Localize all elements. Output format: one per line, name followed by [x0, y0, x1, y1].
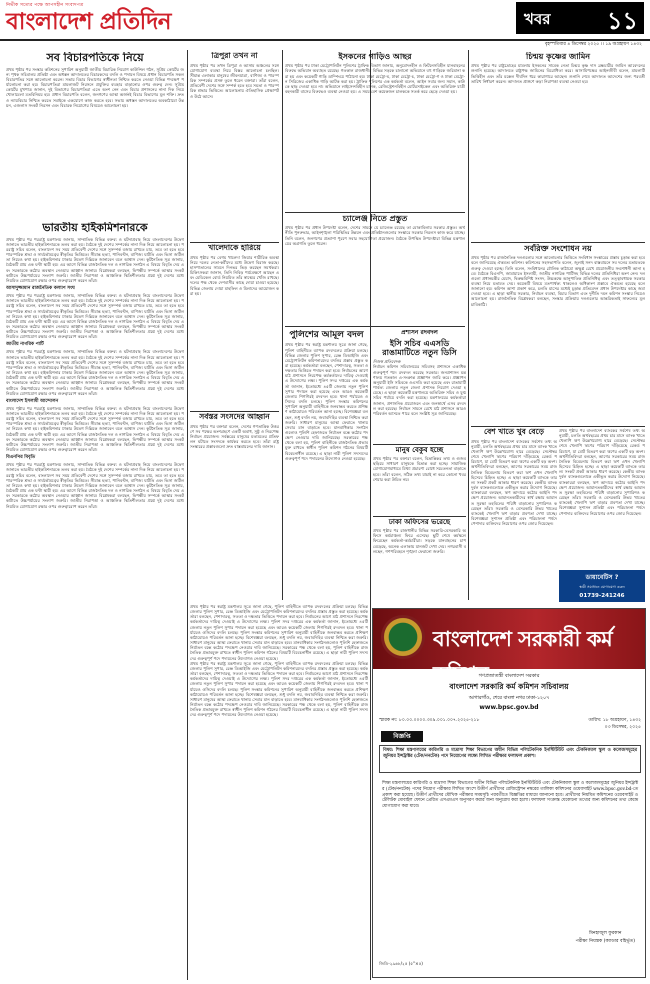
headline: চিন্ময় কৃষ্ণের জামিন [525, 52, 591, 61]
article-people [373, 446, 466, 514]
logo-tagline: নির্ভীক সত্যের পক্ষে আপসহীন সংবাদপত্র [6, 3, 84, 8]
article-divider [373, 444, 466, 445]
notice-label: বিজ্ঞপ্তি [381, 731, 423, 742]
article-body: প্রথম পৃষ্ঠার পর বাংলাদেশ ব্যাংকের সর্বশেষ তথ্য অনুযায়ী, চলতি অর্থবছরের প্রথম চার মাসে ব্যাংক খাতে খেলাপি ঋণ উল্লেখযোগ্য হারে বেড়েছে। সেপ্টেম্বর শেষে খেলাপি ঋণের পরিমাণ দাঁড়িয়েছে রেকর্ড পরিমাণে, যা মোট বিতরণ করা ঋণের একটি বড় অংশ। অর্থনীতিবিদরা বলছেন, আগের সরকারের সময় রাজনৈতিক বিবেচনায় বিতরণ করা ঋণ এখন খেলাপি হিসেবে চিহ্নিত হচ্ছে। এ ছাড়া কয়েকটি ব্যাংকে তারল্য সংকট প্রকট আকার ধারণ করেছে। কেন্দ্রীয় ব্যাংক দুর্বল ব্যাংকগুলোকে একীভূত করার উদ্যোগ নিয়েছে। ব্যাংকাররা বলছেন, ঋণ আদায়ে কঠোর আইনি পদক্ষেপ প্রয়োজন। আমানতকারীদের স্বার্থ রক্ষায় আমানত সুরক্ষা তহবিলের পরিধি বাড়ানোর সুপারিশও করেছেন তাঁরা। সরকারি ও বেসরকারি উভয় খাতের ব্যাংকেই খেলাপি ঋণ বাড়ার প্রবণতা দেখা যাচ্ছে। বিশেষজ্ঞরা সুশাসন প্রতিষ্ঠা এবং পরিচালনা পর্ষদে পেশাদার ব্যক্তিদের নিয়োগের ওপর জোর দিয়েছেন। [559, 428, 645, 516]
headline: চ্যালেঞ্জ নিতে প্রস্তুত [342, 214, 408, 223]
article-admin-reshuffle [373, 330, 466, 442]
notice-body [379, 779, 641, 812]
article-body: প্রথম পৃষ্ঠার পর তখন ত্রিপুরা ও আসাম অঞ্চলের সঙ্গে যোগাযোগ ব্যবস্থা নিয়ে বিস্তর আলোচনা চলছিল। সীমান্ত এলাকার মানুষের জীবনযাত্রা, বাণিজ্য ও পারস্পরিক সম্পর্কের প্রসঙ্গ তুলে ধরেন বক্তারা। তাঁরা বলেন, প্রতিবেশী দেশের সঙ্গে সম্পর্ক হতে হবে সমতা ও পারস্পরিক শ্রদ্ধার ভিত্তিতে। আলোচনায় ঐতিহাসিক প্রেক্ষাপটও উঠে আসে। [190, 62, 279, 99]
article-divider [373, 516, 466, 517]
article-body: প্রথম পৃষ্ঠার পর বেগম খালেদা জিয়ার শারীরিক অবস্থা নিয়ে দলের নেতা-কর্মীদের মধ্যে উদ্বেগ বিরাজ করছে। হাসপাতালের সামনে দিনভর ভিড় করছেন সমর্থকরা। চিকিৎসকরা জানান, তিনি নিবিড় পর্যবেক্ষণে আছেন এবং মেডিকেল বোর্ড নিয়মিত তাঁর স্বাস্থ্যের খোঁজ রাখছে। দলের পক্ষ থেকে দেশবাসীর কাছে দোয়া চাওয়া হয়েছে। বিভিন্ন জেলায় দোয়া মাহফিল ও মিলাদের আয়োজন করা হয়। [190, 254, 279, 296]
ad-memo: স্মারক নং: ৮০.০০.০০০০.৩০৯.০০১.০০৭.২০২৫-২১৮ [379, 718, 480, 723]
article-body: প্রথম পৃষ্ঠার পর পররাষ্ট্র মন্ত্রণালয় জানায়, সাম্প্রতিক বিভিন্ন বক্তব্য ও ঘটনাপ্রবাহ নিয়ে বাংলাদেশের উদ্বেগ জানাতে ভারতীয় হাইকমিশনারকে তলব করা হয়। বৈঠকে দুই দেশের সম্পর্কের নানা দিক নিয়ে আলোচনা হয়। পররাষ্ট্র সচিব বলেন, বাংলাদেশ সব সময় প্রতিবেশী দেশের সঙ্গে সুসম্পর্ক বজায় রাখতে চায়, তবে তা হতে হবে পারস্পরিক শ্রদ্ধা ও সার্বভৌমত্বের স্বীকৃতির ভিত্তিতে। সীমান্ত হত্যা, পানিবণ্টন, বাণিজ্য ঘাটতি এবং ভিসা জটিলতা নিয়েও কথা হয়। হাইকমিশনার ঢাকার উদ্বেগ দিল্লিকে জানাবেন বলে আশ্বাস দেন। কূটনৈতিক সূত্র জানায়, বৈঠকটি প্রায় এক ঘণ্টা স্থায়ী হয়। এর আগে বিভিন্ন রাজনৈতিক দল ও নাগরিক সংগঠন এ বিষয়ে বিবৃতি দেয় এবং সরকারকে কঠোর অবস্থান নেওয়ার আহ্বান জানায়। বিশ্লেষকরা বলছেন, দ্বিপক্ষীয় সম্পর্কে আস্থার সংকট কাটাতে উচ্চপর্যায়ের সংলাপ জরুরি। জাতীয় নিরাপত্তা ও আঞ্চলিক স্থিতিশীলতার প্রশ্নে দুই দেশের মধ্যে নিয়মিত যোগাযোগ রক্ষার ওপর গুরুত্বারোপ করেন তাঁরা। [6, 293, 184, 340]
article-body: প্রথম পৃষ্ঠার পর রাজনৈতিক দলগুলোর সঙ্গে আলোচনার ভিত্তিতে সংবিধান সংস্কারের প্রস্তাব চূড়ান্ত করা হবে বলে জানিয়েছে ঐকমত্য কমিশন। কমিশনের সহসভাপতি বলেন, জুলাই সনদ বাস্তবায়নে সব দলের মতামতকে গুরুত্ব দেওয়া হচ্ছে। তিনি বলেন, সংবিধানের মৌলিক কাঠামো অক্ষুণ্ণ রেখে প্রয়োজনীয় সংশোধনী আনা হবে। বৈঠকে বিএনপি, জামায়াতে ইসলামী, জাতীয় নাগরিক পার্টিসহ বিভিন্ন দলের প্রতিনিধিরা অংশ নেন। দলগুলো প্রধানমন্ত্রীর মেয়াদ, দ্বিকক্ষবিশিষ্ট সংসদ, উচ্চকক্ষে আনুপাতিক প্রতিনিধিত্ব এবং তত্ত্বাবধায়ক সরকার ব্যবস্থা নিয়ে মতামত দেয়। কয়েকটি বিষয়ে মতপার্থক্য থাকলেও অধিকাংশ প্রস্তাবে ঐকমত্য হয়েছে বলে জানানো হয়। কমিশন আশা প্রকাশ করে, চলতি মাসের মধ্যেই চূড়ান্ত প্রতিবেদন প্রধান উপদেষ্টার কাছে জমা দেওয়া হবে। এ ছাড়া স্থানীয় সরকার, নির্বাচন ব্যবস্থা, বিচার বিভাগ এবং দুর্নীতি দমন কমিশন সংস্কার নিয়েও আলোচনা হয়। রাজনৈতিক বিশ্লেষকরা বলছেন, সংস্কার প্রক্রিয়ায় দলগুলোর আন্তরিকতাই সাফল্যের মূল চাবিকাঠি। [471, 255, 645, 307]
article-body: প্রথম পৃষ্ঠার পর সংস্কার কমিশনের সুপারিশ অনুযায়ী জাতীয় বিচারিক নিয়োগ কাউন্সিল গঠন, সুপ্রিম কোর্টের জন্য পৃথক সচিবালয় প্রতিষ্ঠা এবং অধস্তন আদালতের বিচারকদের বদলি ও পদায়ন বিষয়ে প্রধান বিচারপতি সকল বিচারপতির সঙ্গে আলোচনা করেন। সভায় বিচার বিভাগের স্বাধীনতা নিশ্চিত করতে নেওয়া বিভিন্ন পদক্ষেপ পর্যালোচনা করা হয়। বিচারপতিরা মামলাজট নিরসনে প্রযুক্তির ব্যবহার বাড়ানোর ওপর গুরুত্ব দেন। সুপ্রিম কোর্টের মুখপাত্র জানান, দুই বিভাগের বিচারপতিরা এতে অংশ নেন এবং বিচার প্রশাসনের নানা দিক নিয়ে খোলামেলা মতবিনিময় হয়। প্রধান বিচারপতি বলেন, জনগণের আস্থা অর্জনই বিচার বিভাগের মূল শক্তি। দ্রুত ও ন্যায়বিচার নিশ্চিত করতে সবাইকে একযোগে কাজ করতে হবে। সভায় অধস্তন আদালতের অবকাঠামো উন্নয়ন, এজলাস সংকট নিরসন এবং বিচারক নিয়োগের বিষয়েও আলোচনা হয়। [6, 66, 184, 108]
ad-website: www.bpsc.gov.bd [479, 704, 539, 711]
ad-banner-title: বাংলাদেশ সরকারী কর্ম কমিশন [433, 627, 613, 686]
section-box [516, 2, 644, 34]
article-tripura [190, 52, 279, 200]
newspaper-logo [6, 2, 206, 38]
dateline: বৃহস্পতিবার ৪ ডিসেম্বর ২০২৫ ।। ১৯ অগ্রহায়ণ ১৪৩২ [544, 42, 642, 47]
diabetes-ad [559, 570, 645, 602]
ad-meta [379, 717, 641, 730]
ad-reference: জিডি-২৯৬৮/২৫ (৫"×৫) [379, 961, 423, 966]
bpsc-advertisement [372, 608, 646, 978]
article-challenge [285, 214, 465, 324]
article-body: প্রথম পৃষ্ঠার পর রাজধানীর বিভিন্ন সরকারি-বেসরকারি অফিসে কর্মচাঞ্চল্য ফিরে এসেছে। ছুটি শেষে কর্মস্থলে ফিরেছেন কর্মকর্তা-কর্মচারীরা। সড়কে যানবাহনের চাপ বেড়েছে, অনেক এলাকায় যানজট দেখা দেয়। নগরবাসী বলছেন, গণপরিবহনে শৃঙ্খলা ফেরানো জরুরি। [373, 528, 466, 554]
article-body: প্রথম পৃষ্ঠার পর পররাষ্ট্র মন্ত্রণালয় জানায়, সাম্প্রতিক বিভিন্ন বক্তব্য ও ঘটনাপ্রবাহ নিয়ে বাংলাদেশের উদ্বেগ জানাতে ভারতীয় হাইকমিশনারকে তলব করা হয়। বৈঠকে দুই দেশের সম্পর্কের নানা দিক নিয়ে আলোচনা হয়। পররাষ্ট্র সচিব বলেন, বাংলাদেশ সব সময় প্রতিবেশী দেশের সঙ্গে সুসম্পর্ক বজায় রাখতে চায়, তবে তা হতে হবে পারস্পরিক শ্রদ্ধা ও সার্বভৌমত্বের স্বীকৃতির ভিত্তিতে। সীমান্ত হত্যা, পানিবণ্টন, বাণিজ্য ঘাটতি এবং ভিসা জটিলতা নিয়েও কথা হয়। হাইকমিশনার ঢাকার উদ্বেগ দিল্লিকে জানাবেন বলে আশ্বাস দেন। কূটনৈতিক সূত্র জানায়, বৈঠকটি প্রায় এক ঘণ্টা স্থায়ী হয়। এর আগে বিভিন্ন রাজনৈতিক দল ও নাগরিক সংগঠন এ বিষয়ে বিবৃতি দেয় এবং সরকারকে কঠোর অবস্থান নেওয়ার আহ্বান জানায়। বিশ্লেষকরা বলছেন, দ্বিপক্ষীয় সম্পর্কে আস্থার সংকট কাটাতে উচ্চপর্যায়ের সংলাপ জরুরি। জাতীয় নিরাপত্তা ও আঞ্চলিক স্থিতিশীলতার প্রশ্নে দুই দেশের মধ্যে নিয়মিত যোগাযোগ রক্ষার ওপর গুরুত্বারোপ করেন তাঁরা। [6, 405, 184, 453]
ad-org-name: বাংলাদেশ সরকারি কর্ম কমিশন সচিবালয় [449, 682, 569, 691]
article-divider [471, 242, 645, 243]
headline: সর্বরিক্ত সংশোধন নয় [524, 244, 592, 253]
masthead [0, 0, 650, 46]
bpsc-emblem-icon [381, 615, 425, 659]
headline: বেশ খাতে খুব বেড়ে [484, 428, 544, 436]
ad-date-bn: তারিখ: ১৮ অগ্রহায়ণ, ১৪৩২ [588, 718, 641, 723]
article-judges [6, 52, 184, 220]
article-body: প্রথম পৃষ্ঠার পর স্বরাষ্ট্র মন্ত্রণালয় সূত্রে জানা গেছে, পুলিশ বাহিনীতে ব্যাপক রদবদলের প্রক্রিয়া চলছে। বিভিন্ন জেলার পুলিশ সুপার, রেঞ্জ ডিআইজি এবং মেট্রোপলিটন কমিশনারদের বদলির প্রস্তাব প্রস্তুত করা হয়েছে। কর্মকর্তারা বলছেন, পেশাদারত্ব, সততা ও দক্ষতার ভিত্তিতে পদায়ন করা হবে। নির্বাচনের আগে মাঠ প্রশাসনে নিরপেক্ষ কর্মকর্তাদের দায়িত্ব দেওয়াই এ উদ্যোগের লক্ষ্য। পুলিশ সদর দপ্তরের এক কর্মকর্তা জানান, ইতোমধ্যে ৪৫টি জেলায় নতুন পুলিশ সুপার পদায়ন করা হয়েছে এবং আরও কয়েকটি জেলায় শিগগিরই রদবদল হবে। থানা পর্যায়েও ওসিদের বদলি চলছে। পুলিশ সংস্কার কমিশনের সুপারিশ অনুযায়ী বাহিনীকে জনবান্ধব করতে প্রশিক্ষণ কাঠামোয়ও পরিবর্তন আনা হচ্ছে। বিশেষজ্ঞরা বলছেন, শুধু বদলি নয়, জবাবদিহির ব্যবস্থা নিশ্চিত করা জরুরি। সাধারণ মানুষের আস্থা ফেরাতে থানায় সেবার মান বাড়াতে হবে। মানবাধিকার সংগঠনগুলোও পুলিশি হেফাজতে নির্যাতন বন্ধে কঠোর পদক্ষেপ নেওয়ার দাবি জানিয়েছে। সরকারের পক্ষ থেকে বলা হয়, পুলিশ বাহিনীকে রাজনৈতিক প্রভাবমুক্ত রাখতে স্বাধীন পুলিশ কমিশন গঠনের বিষয়টি বিবেচনাধীন রয়েছে। এ ছাড়া নারী পুলিশ সদস্যদের গুরুত্বপূর্ণ পদে পদায়নের উদ্যোগও নেওয়া হয়েছে। [190, 604, 368, 661]
article-body: প্রথম পৃষ্ঠার পর স্বরাষ্ট্র মন্ত্রণালয় সূত্রে জানা গেছে, পুলিশ বাহিনীতে ব্যাপক রদবদলের প্রক্রিয়া চলছে। বিভিন্ন জেলার পুলিশ সুপার, রেঞ্জ ডিআইজি এবং মেট্রোপলিটন কমিশনারদের বদলির প্রস্তাব প্রস্তুত করা হয়েছে। কর্মকর্তারা বলছেন, পেশাদারত্ব, সততা ও দক্ষতার ভিত্তিতে পদায়ন করা হবে। নির্বাচনের আগে মাঠ প্রশাসনে নিরপেক্ষ কর্মকর্তাদের দায়িত্ব দেওয়াই এ উদ্যোগের লক্ষ্য। পুলিশ সদর দপ্তরের এক কর্মকর্তা জানান, ইতোমধ্যে ৪৫টি জেলায় নতুন পুলিশ সুপার পদায়ন করা হয়েছে এবং আরও কয়েকটি জেলায় শিগগিরই রদবদল হবে। থানা পর্যায়েও ওসিদের বদলি চলছে। পুলিশ সংস্কার কমিশনের সুপারিশ অনুযায়ী বাহিনীকে জনবান্ধব করতে প্রশিক্ষণ কাঠামোয়ও পরিবর্তন আনা হচ্ছে। বিশেষজ্ঞরা বলছেন, শুধু বদলি নয়, জবাবদিহির ব্যবস্থা নিশ্চিত করা জরুরি। সাধারণ মানুষের আস্থা ফেরাতে থানায় সেবার মান বাড়াতে হবে। মানবাধিকার সংগঠনগুলোও পুলিশি হেফাজতে নির্যাতন বন্ধে কঠোর পদক্ষেপ নেওয়ার দাবি জানিয়েছে। সরকারের পক্ষ থেকে বলা হয়, পুলিশ বাহিনীকে রাজনৈতিক প্রভাবমুক্ত রাখতে স্বাধীন পুলিশ কমিশন গঠনের বিষয়টি বিবেচনাধীন রয়েছে। এ ছাড়া নারী পুলিশ সদস্যদের গুরুত্বপূর্ণ পদে পদায়নের উদ্যোগও নেওয়া হয়েছে। [285, 342, 368, 461]
ad-dates [589, 717, 641, 731]
section-label: খবর [524, 10, 551, 28]
article-body: প্রথম পৃষ্ঠার পর পররাষ্ট্র মন্ত্রণালয় জানায়, সাম্প্রতিক বিভিন্ন বক্তব্য ও ঘটনাপ্রবাহ নিয়ে বাংলাদেশের উদ্বেগ জানাতে ভারতীয় হাইকমিশনারকে তলব করা হয়। বৈঠকে দুই দেশের সম্পর্কের নানা দিক নিয়ে আলোচনা হয়। পররাষ্ট্র সচিব বলেন, বাংলাদেশ সব সময় প্রতিবেশী দেশের সঙ্গে সুসম্পর্ক বজায় রাখতে চায়, তবে তা হতে হবে পারস্পরিক শ্রদ্ধা ও সার্বভৌমত্বের স্বীকৃতির ভিত্তিতে। সীমান্ত হত্যা, পানিবণ্টন, বাণিজ্য ঘাটতি এবং ভিসা জটিলতা নিয়েও কথা হয়। হাইকমিশনার ঢাকার উদ্বেগ দিল্লিকে জানাবেন বলে আশ্বাস দেন। কূটনৈতিক সূত্র জানায়, বৈঠকটি প্রায় এক ঘণ্টা স্থায়ী হয়। এর আগে বিভিন্ন রাজনৈতিক দল ও নাগরিক সংগঠন এ বিষয়ে বিবৃতি দেয় এবং সরকারকে কঠোর অবস্থান নেওয়ার আহ্বান জানায়। বিশ্লেষকরা বলছেন, দ্বিপক্ষীয় সম্পর্কে আস্থার সংকট কাটাতে উচ্চপর্যায়ের সংলাপ জরুরি। জাতীয় নিরাপত্তা ও আঞ্চলিক স্থিতিশীলতার প্রশ্নে দুই দেশের মধ্যে নিয়মিত যোগাযোগ রক্ষার ওপর গুরুত্বারোপ করেন তাঁরা। [6, 236, 184, 283]
headline: ইসি সচিব এএসডি রাঙামাটিতে নতুন ডিসি [382, 338, 457, 358]
article-divider [285, 326, 465, 327]
article-divider [190, 411, 279, 412]
article-police-cont [190, 604, 368, 980]
article-body: প্রথম পৃষ্ঠার পর বাংলাদেশ ব্যাংকের সর্বশেষ তথ্য অনুযায়ী, চলতি অর্থবছরের প্রথম চার মাসে ব্যাংক খাতে খেলাপি ঋণ উল্লেখযোগ্য হারে বেড়েছে। সেপ্টেম্বর শেষে খেলাপি ঋণের পরিমাণ দাঁড়িয়েছে রেকর্ড পরিমাণে, যা মোট বিতরণ করা ঋণের একটি বড় অংশ। অর্থনীতিবিদরা বলছেন, আগের সরকারের সময় রাজনৈতিক বিবেচনায় বিতরণ করা ঋণ এখন খেলাপি হিসেবে চিহ্নিত হচ্ছে। এ ছাড়া কয়েকটি ব্যাংকে তারল্য সংকট প্রকট আকার ধারণ করেছে। কেন্দ্রীয় ব্যাংক দুর্বল ব্যাংকগুলোকে একীভূত করার উদ্যোগ নিয়েছে। ব্যাংকাররা বলছেন, ঋণ আদায়ে কঠোর আইনি পদক্ষেপ প্রয়োজন। আমানতকারীদের স্বার্থ রক্ষায় আমানত সুরক্ষা তহবিলের পরিধি বাড়ানোর সুপারিশও করেছেন তাঁরা। সরকারি ও বেসরকারি উভয় খাতের ব্যাংকেই খেলাপি ঋণ বাড়ার প্রবণতা দেখা যাচ্ছে। বিশেষজ্ঞরা সুশাসন প্রতিষ্ঠা এবং পরিচালনা পর্ষদে পেশাদার ব্যক্তিদের নিয়োগের ওপর জোর দিয়েছেন। [471, 438, 557, 527]
article-body: প্রথম পৃষ্ঠার পর বক্তারা বলেন, দেশের গণতান্ত্রিক উত্তরণে সব পক্ষের অংশগ্রহণে একটি অবাধ, সুষ্ঠু ও নিরপেক্ষ নির্বাচন প্রয়োজন। সর্বস্তরের মানুষের মতামতের প্রতিফলন ঘটাতে সংসদকে কার্যকর করতে হবে। তাঁরা রাষ্ট্র সংস্কারের প্রস্তাবগুলো দ্রুত বাস্তবায়নের দাবি জানান। [190, 423, 279, 450]
article-body: প্রথম পৃষ্ঠার পর রাষ্ট্রদ্রোহের মামলায় ইসকনের সাবেক নেতা চিন্ময় কৃষ্ণ দাস ব্রহ্মচারীর জামিন আবেদনের শুনানি হয়েছে। আদালতে রাষ্ট্রপক্ষ জামিনের বিরোধিতা করে। আসামিপক্ষের আইনজীবী বলেন, মামলাটি ভিত্তিহীন এবং তাঁর মক্কেল দীর্ঘদিন ধরে কারাগারে আছেন। শুনানি শেষে আদালত আদেশের জন্য পরবর্তী তারিখ নির্ধারণ করেন। আদালত প্রাঙ্গণে কড়া নিরাপত্তা ব্যবস্থা নেওয়া হয়। [471, 63, 645, 84]
article-body: প্রথম পৃষ্ঠার পর পররাষ্ট্র মন্ত্রণালয় জানায়, সাম্প্রতিক বিভিন্ন বক্তব্য ও ঘটনাপ্রবাহ নিয়ে বাংলাদেশের উদ্বেগ জানাতে ভারতীয় হাইকমিশনারকে তলব করা হয়। বৈঠকে দুই দেশের সম্পর্কের নানা দিক নিয়ে আলোচনা হয়। পররাষ্ট্র সচিব বলেন, বাংলাদেশ সব সময় প্রতিবেশী দেশের সঙ্গে সুসম্পর্ক বজায় রাখতে চায়, তবে তা হতে হবে পারস্পরিক শ্রদ্ধা ও সার্বভৌমত্বের স্বীকৃতির ভিত্তিতে। সীমান্ত হত্যা, পানিবণ্টন, বাণিজ্য ঘাটতি এবং ভিসা জটিলতা নিয়েও কথা হয়। হাইকমিশনার ঢাকার উদ্বেগ দিল্লিকে জানাবেন বলে আশ্বাস দেন। কূটনৈতিক সূত্র জানায়, বৈঠকটি প্রায় এক ঘণ্টা স্থায়ী হয়। এর আগে বিভিন্ন রাজনৈতিক দল ও নাগরিক সংগঠন এ বিষয়ে বিবৃতি দেয় এবং সরকারকে কঠোর অবস্থান নেওয়ার আহ্বান জানায়। বিশ্লেষকরা বলছেন, দ্বিপক্ষীয় সম্পর্কে আস্থার সংকট কাটাতে উচ্চপর্যায়ের সংলাপ জরুরি। জাতীয় নিরাপত্তা ও আঞ্চলিক স্থিতিশীলতার প্রশ্নে দুই দেশের মধ্যে নিয়মিত যোগাযোগ রক্ষার ওপর গুরুত্বারোপ করেন তাঁরা। [6, 462, 184, 509]
article-body: প্রথম পৃষ্ঠার পর প্রধান উপদেষ্টা বলেন, দেশের সামনে যে চ্যালেঞ্জ রয়েছে তা মোকাবিলায় সরকার প্রস্তুত। অর্থনীতি পুনরুদ্ধার, আইনশৃঙ্খলা পরিস্থিতির উন্নয়ন এবং প্রতিষ্ঠানগুলোর সংস্কারে সরকার নিরলস কাজ করে যাচ্ছে। তিনি বলেন, জনগণের প্রত্যাশা পূরণে সবার সহযোগিতা প্রয়োজন। বৈঠকে উপস্থিত উপদেষ্টারা বিভিন্ন মন্ত্রণালয়ের অগ্রগতি তুলে ধরেন। [285, 225, 465, 246]
headline: সব বিচারপতিকে নিয়ে [46, 52, 144, 64]
article-divider [285, 212, 465, 213]
column-rule [282, 50, 283, 600]
byline: নিজস্ব প্রতিবেদক [373, 359, 401, 365]
column-rule [468, 50, 469, 600]
page-number: ১১ [606, 7, 638, 35]
signer-name: মিনহাজুল ফুরকান [589, 931, 622, 936]
article-default-loans-cont [559, 428, 645, 568]
article-police-left [285, 330, 368, 600]
subheading: বিএনপির বিবৃতি [6, 455, 36, 461]
headline: সর্বস্তর সংসদের আহ্বান [199, 413, 270, 421]
signer-title: পরীক্ষা নিয়ন্ত্রক (ক্যাডার বহির্ভূত) [575, 939, 635, 944]
article-body: প্রথম পৃষ্ঠার পর ঢাকা মেট্রোপলিটন পুলিশের ট্রাফিক বিভাগ জানায়, অনুমোদনহীন ও ফিটনেসবিহীন যানবাহনের বিরুদ্ধে অভিযান অব্যাহত রয়েছে। গতকাল রাজধানীর বিভিন্ন সড়কে চালানো অভিযানে বহু গাড়িকে জরিমানা করা হয় এবং কয়েকটি গাড়ি ডাম্পিংয়ে পাঠানো হয়। ঢাকা মেট্রো-ঘ, ঢাকা মেট্রো-চ, ঢাকা মেট্রো-গ ও ঢাকা মেট্রো-ন সিরিজের একাধিক গাড়ি আটক করা হয়। ট্রাফিক পুলিশের এক কর্মকর্তা বলেন, আইন সবার জন্য সমান, কাউকে ছাড় দেওয়া হবে না। অভিযানে লাইসেন্সবিহীন চালক, রেজিস্ট্রেশনবিহীন মোটরসাইকেল এবং অতিরিক্ত যাত্রী বহনকারী বাসের বিরুদ্ধেও ব্যবস্থা নেওয়া হয়। এ সময় বেশ কয়েকজন চালককে সতর্ক করে ছেড়ে দেওয়া হয়। [285, 63, 465, 94]
article-khaleda [190, 244, 279, 409]
ad-line: স্থায়ী সমাধানে যোগাযোগ করুন [579, 585, 625, 589]
logo-name: বাংলাদেশ প্রতিদিন [6, 9, 172, 35]
column-rule [187, 50, 188, 980]
headline: পুলিশের আমূল বদল [289, 330, 364, 340]
article-divider [471, 426, 645, 427]
article-body: প্রথম পৃষ্ঠার পর স্বরাষ্ট্র মন্ত্রণালয় সূত্রে জানা গেছে, পুলিশ বাহিনীতে ব্যাপক রদবদলের প্রক্রিয়া চলছে। বিভিন্ন জেলার পুলিশ সুপার, রেঞ্জ ডিআইজি এবং মেট্রোপলিটন কমিশনারদের বদলির প্রস্তাব প্রস্তুত করা হয়েছে। কর্মকর্তারা বলছেন, পেশাদারত্ব, সততা ও দক্ষতার ভিত্তিতে পদায়ন করা হবে। নির্বাচনের আগে মাঠ প্রশাসনে নিরপেক্ষ কর্মকর্তাদের দায়িত্ব দেওয়াই এ উদ্যোগের লক্ষ্য। পুলিশ সদর দপ্তরের এক কর্মকর্তা জানান, ইতোমধ্যে ৪৫টি জেলায় নতুন পুলিশ সুপার পদায়ন করা হয়েছে এবং আরও কয়েকটি জেলায় শিগগিরই রদবদল হবে। থানা পর্যায়েও ওসিদের বদলি চলছে। পুলিশ সংস্কার কমিশনের সুপারিশ অনুযায়ী বাহিনীকে জনবান্ধব করতে প্রশিক্ষণ কাঠামোয়ও পরিবর্তন আনা হচ্ছে। বিশেষজ্ঞরা বলছেন, শুধু বদলি নয়, জবাবদিহির ব্যবস্থা নিশ্চিত করা জরুরি। সাধারণ মানুষের আস্থা ফেরাতে থানায় সেবার মান বাড়াতে হবে। মানবাধিকার সংগঠনগুলোও পুলিশি হেফাজতে নির্যাতন বন্ধে কঠোর পদক্ষেপ নেওয়ার দাবি জানিয়েছে। সরকারের পক্ষ থেকে বলা হয়, পুলিশ বাহিনীকে রাজনৈতিক প্রভাবমুক্ত রাখতে স্বাধীন পুলিশ কমিশন গঠনের বিষয়টি বিবেচনাধীন রয়েছে। এ ছাড়া নারী পুলিশ সদস্যদের গুরুত্বপূর্ণ পদে পদায়নের উদ্যোগও নেওয়া হয়েছে। [190, 660, 368, 718]
ad-date-en: ০৩ ডিসেম্বর, ২০২৫ [604, 725, 641, 730]
headline: ঢাকা অফিসের ভরেছে [388, 518, 451, 526]
headline: খালেদাকে হারিয়ে [208, 244, 261, 252]
article-default-loans [471, 428, 557, 600]
subheading: জাতীয় নাগরিক পার্টি [6, 342, 44, 348]
notice-subject [379, 745, 641, 773]
subheading: আসাদুজ্জামান রাজনৈতিক কল্যাণ সংঘ [6, 286, 75, 292]
article-iskcon-cars [285, 52, 465, 210]
kicker: প্রশাসন রদবদল [401, 330, 438, 336]
ad-signature [576, 929, 635, 945]
headline: মানুষ বেকুব হচ্ছে [395, 446, 444, 454]
dateline-rule [0, 39, 650, 47]
ad-gov: গণপ্রজাতন্ত্রী বাংলাদেশ সরকার [478, 673, 540, 679]
headline: ইসকনের গাড়িও আছর [338, 52, 412, 61]
notice-body-text: শিক্ষা মন্ত্রণালয়ের কারিগরি ও মাদ্রাসা শিক্ষা বিভাগের অধীন বিভিন্ন পলিটেকনিক ইনস্টিটিউট এবং টেকনিক্যাল স্কুল ও কলেজসমূহের জুনিয়র ইন্সট্রাক্টর (টেক/ননটেক) পদের নিয়োগ পরীক্ষার লিখিত অংশে উত্তীর্ণ প্রার্থীদের রেজিস্ট্রেশন নম্বরের তালিকা কমিশনের ওয়েবসাইট www.bpsc.gov.bd-তে প্রকাশ করা হয়েছে। উত্তীর্ণ প্রার্থীদের মৌখিক পরীক্ষার সময়সূচি পরবর্তীতে বিজ্ঞপ্তির মাধ্যমে জানানো হবে। প্রার্থীদের নিয়মিত কমিশনের ওয়েবসাইট ও টেলিটক মোবাইল ফোনে প্রেরিত এসএমএস অনুসরণ করার জন্য অনুরোধ করা হলো। ফলাফল সংক্রান্ত যেকোনো তথ্যের জন্য কমিশনের তথ্য কেন্দ্রে যোগাযোগ করা যাবে। [382, 781, 638, 810]
article-constitution [471, 244, 645, 424]
article-parliament [190, 413, 279, 600]
headline: ভারতীয় হাইকমিশনারকে [42, 222, 148, 234]
notice-subject-text: বিষয়: শিক্ষা মন্ত্রণালয়ের কারিগরি ও মাদ্রাসা শিক্ষা বিভাগের অধীন বিভিন্ন পলিটেকনিক ইনস্টিটিউট এবং টেকনিক্যাল স্কুল ও কলেজসমূহের জুনিয়র ইন্সট্রাক্টর (টেক/ননটেক) পদে নিয়োগের লক্ষ্যে লিখিত পরীক্ষার ফলাফল প্রকাশ। [383, 748, 637, 759]
article-body: প্রথম পৃষ্ঠার পর বক্তারা বলেন, বিভ্রান্তিকর তথ্য ও গুজব ছড়িয়ে সাধারণ মানুষকে বিভ্রান্ত করা হচ্ছে। সামাজিক যোগাযোগমাধ্যমে মিথ্যা প্রচারণা রোধে সচেতনতা বাড়াতে হবে। তাঁরা বলেন, সঠিক তথ্য যাচাই না করে কোনো খবর শেয়ার করা উচিত নয়। [373, 456, 466, 482]
subheading: বাংলাদেশ ইসলামী আন্দোলন [6, 398, 59, 404]
ad-address: আগারগাঁও, শেরে বাংলা নগর ঢাকা-১২০৭ [468, 696, 550, 701]
ad-phone: 01739-241246 [579, 593, 625, 599]
ad-organisation [373, 673, 645, 711]
ad-title: ডায়াবেটিস ? [585, 574, 619, 581]
article-chinmoy-bail [471, 52, 645, 240]
headline: ত্রিপুরা তখন না [211, 52, 258, 60]
article-high-commissioner [6, 222, 184, 980]
article-body: প্রথম পৃষ্ঠার পর পররাষ্ট্র মন্ত্রণালয় জানায়, সাম্প্রতিক বিভিন্ন বক্তব্য ও ঘটনাপ্রবাহ নিয়ে বাংলাদেশের উদ্বেগ জানাতে ভারতীয় হাইকমিশনারকে তলব করা হয়। বৈঠকে দুই দেশের সম্পর্কের নানা দিক নিয়ে আলোচনা হয়। পররাষ্ট্র সচিব বলেন, বাংলাদেশ সব সময় প্রতিবেশী দেশের সঙ্গে সুসম্পর্ক বজায় রাখতে চায়, তবে তা হতে হবে পারস্পরিক শ্রদ্ধা ও সার্বভৌমত্বের স্বীকৃতির ভিত্তিতে। সীমান্ত হত্যা, পানিবণ্টন, বাণিজ্য ঘাটতি এবং ভিসা জটিলতা নিয়েও কথা হয়। হাইকমিশনার ঢাকার উদ্বেগ দিল্লিকে জানাবেন বলে আশ্বাস দেন। কূটনৈতিক সূত্র জানায়, বৈঠকটি প্রায় এক ঘণ্টা স্থায়ী হয়। এর আগে বিভিন্ন রাজনৈতিক দল ও নাগরিক সংগঠন এ বিষয়ে বিবৃতি দেয় এবং সরকারকে কঠোর অবস্থান নেওয়ার আহ্বান জানায়। বিশ্লেষকরা বলছেন, দ্বিপক্ষীয় সম্পর্কে আস্থার সংকট কাটাতে উচ্চপর্যায়ের সংলাপ জরুরি। জাতীয় নিরাপত্তা ও আঞ্চলিক স্থিতিশীলতার প্রশ্নে দুই দেশের মধ্যে নিয়মিত যোগাযোগ রক্ষার ওপর গুরুত্বারোপ করেন তাঁরা। [6, 349, 184, 396]
article-dhaka-office [373, 518, 466, 602]
article-body: নির্বাচন কমিশন সচিবালয়ের সচিবসহ প্রশাসনে একাধিক গুরুত্বপূর্ণ পদে রদবদল করেছে সরকার। জনপ্রশাসন মন্ত্রণালয় গতকাল এ-সংক্রান্ত প্রজ্ঞাপন জারি করে। প্রজ্ঞাপন অনুযায়ী ইসি সচিবকে ওএসডি করা হয়েছে এবং রাঙামাটি পার্বত্য জেলায় নতুন জেলা প্রশাসক নিয়োগ দেওয়া হয়েছে। এ ছাড়া কয়েকটি মন্ত্রণালয়ে অতিরিক্ত সচিব ও যুগ্ম সচিব পর্যায়ে বদলি করা হয়েছে। মন্ত্রণালয়ের কর্মকর্তারা জানান, প্রশাসনিক প্রয়োজনে এবং জনস্বার্থে এসব রদবদল করা হয়েছে। নির্বাচন সামনে রেখে মাঠ প্রশাসনে আরও পরিবর্তন আসতে পারে বলে সংশ্লিষ্ট সূত্র জানিয়েছে। [373, 364, 466, 416]
article-divider [190, 242, 279, 243]
